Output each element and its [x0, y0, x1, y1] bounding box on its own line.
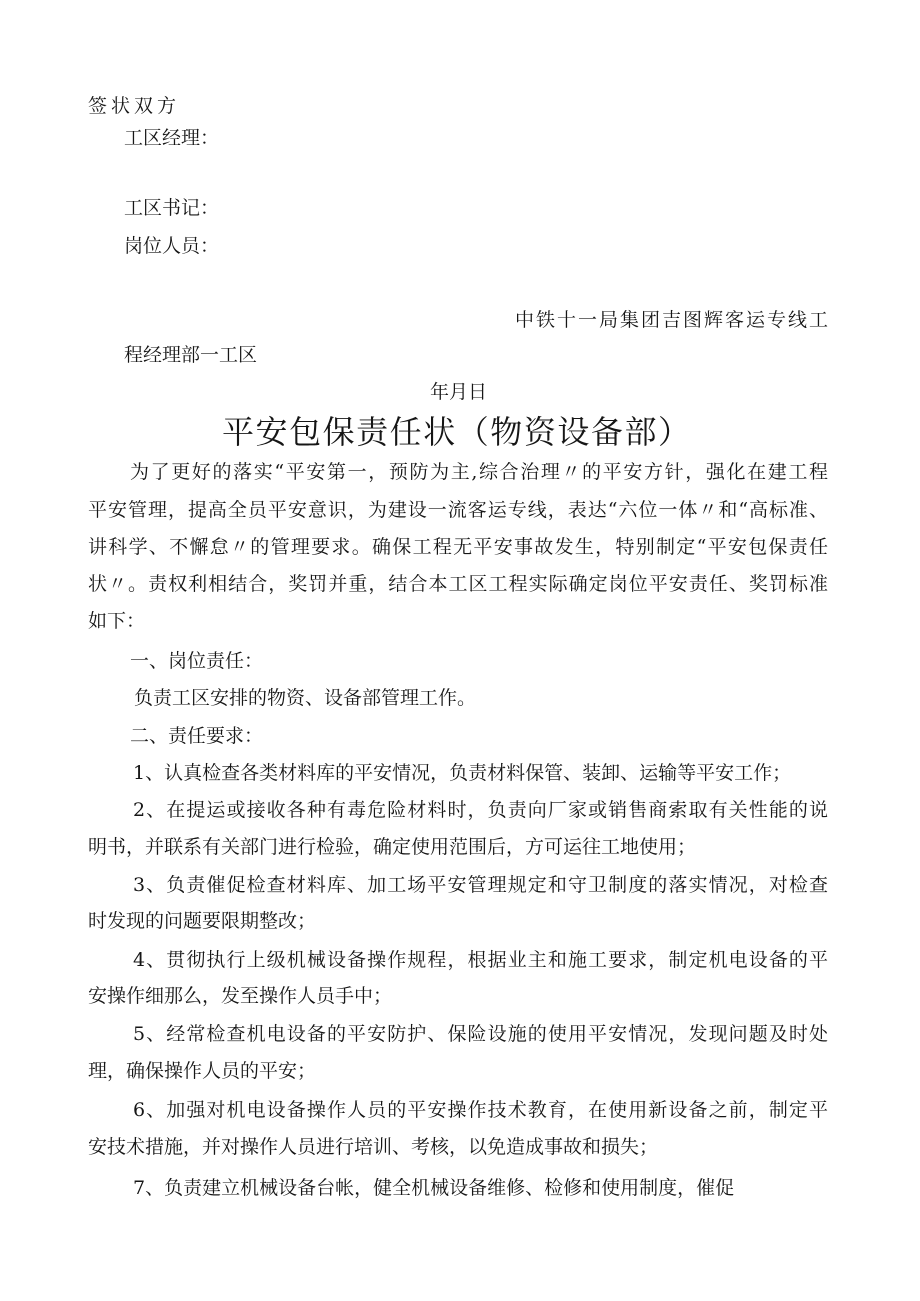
requirement-item-6: 6、加强对机电设备操作人员的平安操作技术教育，在使用新设备之前，制定平 [133, 1099, 828, 1121]
intro-line: 讲科学、不懈怠〃的管理要求。确保工程无平安事故发生，特别制定“平安包保责任 [88, 536, 828, 558]
staff-signature-label: 岗位人员： [124, 235, 220, 257]
section-1-heading: 一、岗位责任： [130, 650, 264, 672]
issue-date: 年月日 [430, 381, 488, 403]
secretary-signature-label: 工区书记： [124, 197, 220, 219]
requirement-item-7: 7、负责建立机械设备台帐，健全机械设备维修、检修和使用制度，催促 [133, 1177, 735, 1199]
requirement-item-1: 1、认真检查各类材料库的平安情况，负责材料保管、装卸、运输等平安工作； [133, 762, 792, 784]
requirement-item-3-cont: 时发现的问题要限期整改； [88, 910, 317, 932]
section-1-text: 负责工区安排的物资、设备部管理工作。 [134, 687, 477, 709]
intro-line: 平安管理，提高全员平安意识，为建设一流客运专线，表达“六位一体〃和“高标准、 [88, 499, 828, 521]
requirement-item-5-cont: 理，确保操作人员的平安； [88, 1060, 317, 1082]
requirement-item-3: 3、负责催促检查材料库、加工场平安管理规定和守卫制度的落实情况，对检查 [133, 874, 828, 896]
requirement-item-4: 4、贯彻执行上级机械设备操作规程，根据业主和施工要求，制定机电设备的平 [133, 949, 828, 971]
intro-line: 如下： [88, 610, 146, 632]
intro-line: 为了更好的落实“平安第一，预防为主,综合治理〃的平安方针，强化在建工程 [130, 461, 828, 483]
section-2-heading: 二、责任要求： [130, 725, 264, 747]
signatories-heading: 签状双方 [88, 95, 181, 117]
requirement-item-5: 5、经常检查机电设备的平安防护、保险设施的使用平安情况，发现问题及时处 [133, 1023, 828, 1045]
intro-line: 状〃。责权利相结合，奖罚并重，结合本工区工程实际确定岗位平安责任、奖罚标准 [88, 573, 828, 595]
manager-signature-label: 工区经理： [124, 127, 220, 149]
document-title: 平安包保责任状（物资设备部） [222, 413, 690, 451]
requirement-item-2-cont: 明书，并联系有关部门进行检验，确定使用范围后，方可运往工地使用； [88, 836, 697, 858]
requirement-item-4-cont: 安操作细那么，发至操作人员手中； [88, 985, 393, 1007]
requirement-item-6-cont: 安技术措施，并对操作人员进行培训、考核，以免造成事故和损失； [88, 1136, 659, 1158]
issuer-org-line-1: 中铁十一局集团吉图辉客运专线工 [515, 309, 828, 331]
requirement-item-2: 2、在提运或接收各种有毒危险材料时，负责向厂家或销售商索取有关性能的说 [133, 799, 828, 821]
issuer-org-line-2: 程经理部一工区 [124, 344, 258, 366]
